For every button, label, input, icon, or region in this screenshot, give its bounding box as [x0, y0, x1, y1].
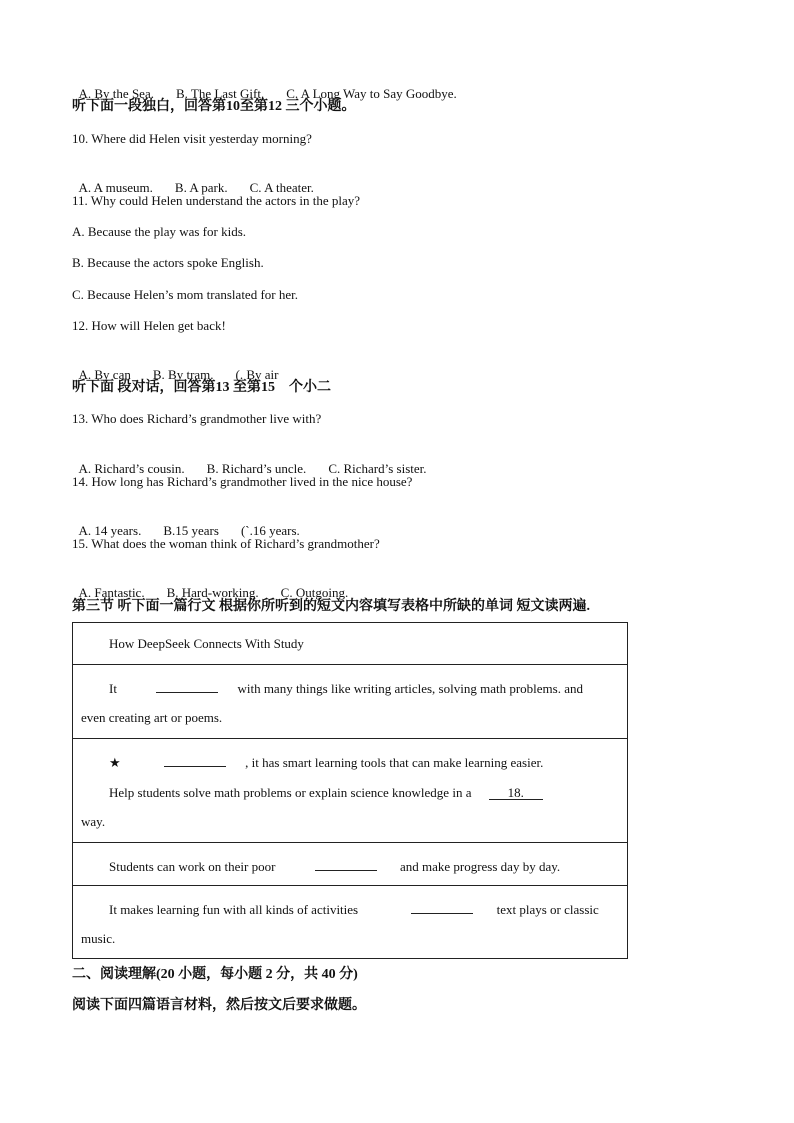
row1-text-a: It — [109, 681, 117, 696]
option-b: B. A park. — [174, 180, 228, 195]
question-13: 13. Who does Richard’s grandmother live with? — [72, 411, 322, 426]
question-11-option-a: A. Because the play was for kids. — [72, 224, 247, 239]
section-heading-monologue: 听下面一段独白，回答第10至第12 三个小题。 — [72, 99, 356, 114]
row1-text-c: even creating art or poems. — [81, 710, 223, 725]
section-heading-dialogue: 听下面 段对话，回答第13 至第15 个小二 — [72, 380, 331, 395]
row3-text-a: Students can work on their poor — [109, 859, 276, 874]
row3-text-b: and make progress day by day. — [399, 859, 561, 874]
blank-16[interactable] — [156, 678, 218, 693]
row4-text-a: It makes learning fun with all kinds of activities — [109, 902, 359, 917]
option-c: (`.16 years. — [240, 523, 300, 538]
row4-text-b: text plays or classic — [496, 902, 599, 917]
table-row-2 — [73, 739, 628, 843]
option-b: B. By tram. — [152, 367, 214, 382]
option-a: A. Fantastic. — [78, 585, 145, 600]
star-icon: ★ — [109, 755, 121, 770]
table-row-3 — [73, 843, 628, 886]
table-row-4 — [73, 886, 628, 959]
option-c: C. A theater. — [249, 180, 314, 195]
table-title: How DeepSeek Connects With Study — [109, 636, 304, 651]
table-row-1 — [73, 665, 628, 739]
question-11-option-b: B. Because the actors spoke English. — [72, 255, 264, 270]
option-a: A. By the Sea. — [78, 86, 154, 101]
part-two-heading: 二、阅读理解(20 小题，每小题 2 分，共 40 分) — [72, 967, 358, 982]
section-heading-passage: 第三节 听下面一篇行文 根据你所听到的短文内容填写表格中所缺的单词 短文读两遍. — [72, 599, 590, 614]
row2-text-c: way. — [81, 814, 106, 829]
option-c: C. Richard’s sister. — [328, 461, 427, 476]
option-a: A. Richard’s cousin. — [78, 461, 185, 476]
row4-text-c: music. — [81, 931, 116, 946]
blank-17[interactable] — [164, 752, 226, 767]
option-b: B. Richard’s uncle. — [206, 461, 307, 476]
fill-in-table — [72, 622, 628, 959]
question-14: 14. How long has Richard’s grandmother lived in the nice house? — [72, 474, 413, 489]
option-c: C. Outgoing. — [280, 585, 349, 600]
part-two-instructions: 阅读下面四篇语言材料，然后按文后要求做题。 — [72, 998, 366, 1013]
option-b: B.15 years — [163, 523, 219, 538]
blank-18[interactable] — [489, 785, 543, 800]
row1-text-b: with many things like writing articles, solving math problems. and — [237, 681, 583, 696]
row2-text-b: Help students solve math problems or explain science knowledge in a — [109, 785, 472, 800]
question-11-option-c: C. Because Helen’s mom translated for her. — [72, 287, 298, 302]
question-15: 15. What does the woman think of Richard’s grandmother? — [72, 536, 380, 551]
table-title-cell — [73, 623, 628, 665]
option-b: B. Hard-working. — [166, 585, 259, 600]
option-b: B. The Last Gift. — [175, 86, 265, 101]
question-15-options — [72, 566, 370, 602]
option-a: A. 14 years. — [78, 523, 142, 538]
option-c: (. By air — [235, 367, 279, 382]
question-12: 12. How will Helen get back! — [72, 318, 226, 333]
blank-18-number: 18. — [507, 785, 524, 800]
option-a: A. By can — [78, 367, 131, 382]
option-a: A. A museum. — [78, 180, 153, 195]
question-10: 10. Where did Helen visit yesterday morning? — [72, 131, 312, 146]
question-11: 11. Why could Helen understand the actors in the play? — [72, 193, 361, 208]
row2-text-a: , it has smart learning tools that can make learning easier. — [245, 755, 544, 770]
option-c: C. A Long Way to Say Goodbye. — [286, 86, 457, 101]
blank-19[interactable] — [315, 856, 377, 871]
blank-20[interactable] — [411, 899, 473, 914]
